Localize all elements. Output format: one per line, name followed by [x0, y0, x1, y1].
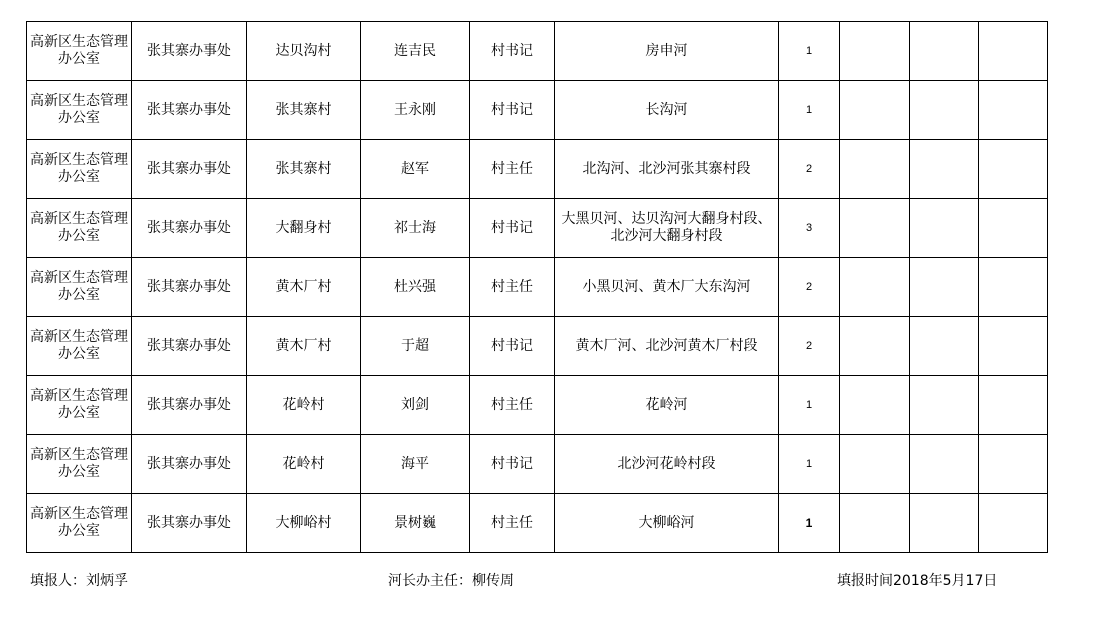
rivers-cell: 北沟河、北沙河张其寨村段 — [555, 140, 779, 199]
director-name: 柳传周 — [472, 573, 514, 589]
person-name-cell: 于超 — [361, 317, 470, 376]
village-cell: 大柳峪村 — [247, 494, 361, 553]
table-row — [27, 81, 1048, 140]
table-body — [27, 22, 1048, 553]
person-name-cell: 海平 — [361, 435, 470, 494]
empty-cell — [979, 140, 1048, 199]
office-cell: 张其寨办事处 — [132, 435, 247, 494]
director-line — [388, 570, 514, 590]
office-cell: 张其寨办事处 — [132, 22, 247, 81]
table-row — [27, 258, 1048, 317]
table-row — [27, 494, 1048, 553]
dept-cell: 高新区生态管理办公室 — [27, 22, 132, 81]
empty-cell — [979, 494, 1048, 553]
table-row — [27, 376, 1048, 435]
dept-cell: 高新区生态管理办公室 — [27, 81, 132, 140]
village-cell: 黄木厂村 — [247, 258, 361, 317]
dept-cell: 高新区生态管理办公室 — [27, 376, 132, 435]
river-count-cell: 1 — [779, 376, 840, 435]
office-cell: 张其寨办事处 — [132, 494, 247, 553]
position-cell: 村主任 — [470, 258, 555, 317]
person-name-cell: 王永刚 — [361, 81, 470, 140]
rivers-cell: 花岭河 — [555, 376, 779, 435]
rivers-cell: 小黑贝河、黄木厂大东沟河 — [555, 258, 779, 317]
date-value: 2018年5月17日 — [893, 573, 998, 589]
table-row — [27, 199, 1048, 258]
river-count-cell: 3 — [779, 199, 840, 258]
dept-cell: 高新区生态管理办公室 — [27, 435, 132, 494]
river-count-cell: 1 — [779, 435, 840, 494]
empty-cell — [840, 376, 910, 435]
rivers-cell: 大柳峪河 — [555, 494, 779, 553]
office-cell: 张其寨办事处 — [132, 376, 247, 435]
position-cell: 村书记 — [470, 22, 555, 81]
date-line — [837, 570, 997, 590]
person-name-cell: 祁士海 — [361, 199, 470, 258]
village-cell: 张其寨村 — [247, 81, 361, 140]
rivers-cell: 房申河 — [555, 22, 779, 81]
position-cell: 村主任 — [470, 494, 555, 553]
empty-cell — [840, 494, 910, 553]
office-cell: 张其寨办事处 — [132, 258, 247, 317]
position-cell: 村书记 — [470, 317, 555, 376]
position-cell: 村主任 — [470, 376, 555, 435]
person-name-cell: 杜兴强 — [361, 258, 470, 317]
rivers-cell: 北沙河花岭村段 — [555, 435, 779, 494]
river-count-cell: 1 — [779, 81, 840, 140]
river-count-cell: 2 — [779, 140, 840, 199]
river-count-cell: 1 — [779, 494, 840, 553]
empty-cell — [979, 199, 1048, 258]
date-label: 填报时间 — [837, 573, 893, 589]
empty-cell — [840, 140, 910, 199]
position-cell: 村书记 — [470, 81, 555, 140]
empty-cell — [910, 140, 979, 199]
empty-cell — [840, 435, 910, 494]
person-name-cell: 赵军 — [361, 140, 470, 199]
river-chief-table — [26, 21, 1048, 553]
empty-cell — [840, 81, 910, 140]
filler-line — [30, 570, 128, 590]
village-cell: 黄木厂村 — [247, 317, 361, 376]
dept-cell: 高新区生态管理办公室 — [27, 494, 132, 553]
empty-cell — [910, 81, 979, 140]
empty-cell — [910, 22, 979, 81]
table-row — [27, 22, 1048, 81]
empty-cell — [840, 199, 910, 258]
office-cell: 张其寨办事处 — [132, 81, 247, 140]
office-cell: 张其寨办事处 — [132, 317, 247, 376]
village-cell: 达贝沟村 — [247, 22, 361, 81]
empty-cell — [910, 376, 979, 435]
filler-label: 填报人： — [30, 573, 86, 589]
person-name-cell: 连吉民 — [361, 22, 470, 81]
empty-cell — [910, 317, 979, 376]
table-row — [27, 317, 1048, 376]
person-name-cell: 刘剑 — [361, 376, 470, 435]
empty-cell — [840, 317, 910, 376]
village-cell: 张其寨村 — [247, 140, 361, 199]
person-name-cell: 景树巍 — [361, 494, 470, 553]
empty-cell — [910, 258, 979, 317]
table-row — [27, 140, 1048, 199]
empty-cell — [979, 258, 1048, 317]
dept-cell: 高新区生态管理办公室 — [27, 258, 132, 317]
empty-cell — [979, 435, 1048, 494]
river-count-cell: 2 — [779, 258, 840, 317]
village-cell: 大翻身村 — [247, 199, 361, 258]
position-cell: 村书记 — [470, 435, 555, 494]
filler-name: 刘炳孚 — [86, 573, 128, 589]
empty-cell — [979, 81, 1048, 140]
table-row — [27, 435, 1048, 494]
office-cell: 张其寨办事处 — [132, 140, 247, 199]
village-cell: 花岭村 — [247, 435, 361, 494]
empty-cell — [910, 199, 979, 258]
river-count-cell: 1 — [779, 22, 840, 81]
village-cell: 花岭村 — [247, 376, 361, 435]
empty-cell — [840, 258, 910, 317]
river-count-cell: 2 — [779, 317, 840, 376]
dept-cell: 高新区生态管理办公室 — [27, 140, 132, 199]
empty-cell — [979, 22, 1048, 81]
position-cell: 村主任 — [470, 140, 555, 199]
empty-cell — [910, 435, 979, 494]
director-label: 河长办主任： — [388, 573, 472, 589]
empty-cell — [979, 317, 1048, 376]
empty-cell — [979, 376, 1048, 435]
rivers-cell: 长沟河 — [555, 81, 779, 140]
empty-cell — [910, 494, 979, 553]
empty-cell — [840, 22, 910, 81]
position-cell: 村书记 — [470, 199, 555, 258]
office-cell: 张其寨办事处 — [132, 199, 247, 258]
rivers-cell: 大黑贝河、达贝沟河大翻身村段、北沙河大翻身村段 — [555, 199, 779, 258]
rivers-cell: 黄木厂河、北沙河黄木厂村段 — [555, 317, 779, 376]
dept-cell: 高新区生态管理办公室 — [27, 317, 132, 376]
dept-cell: 高新区生态管理办公室 — [27, 199, 132, 258]
